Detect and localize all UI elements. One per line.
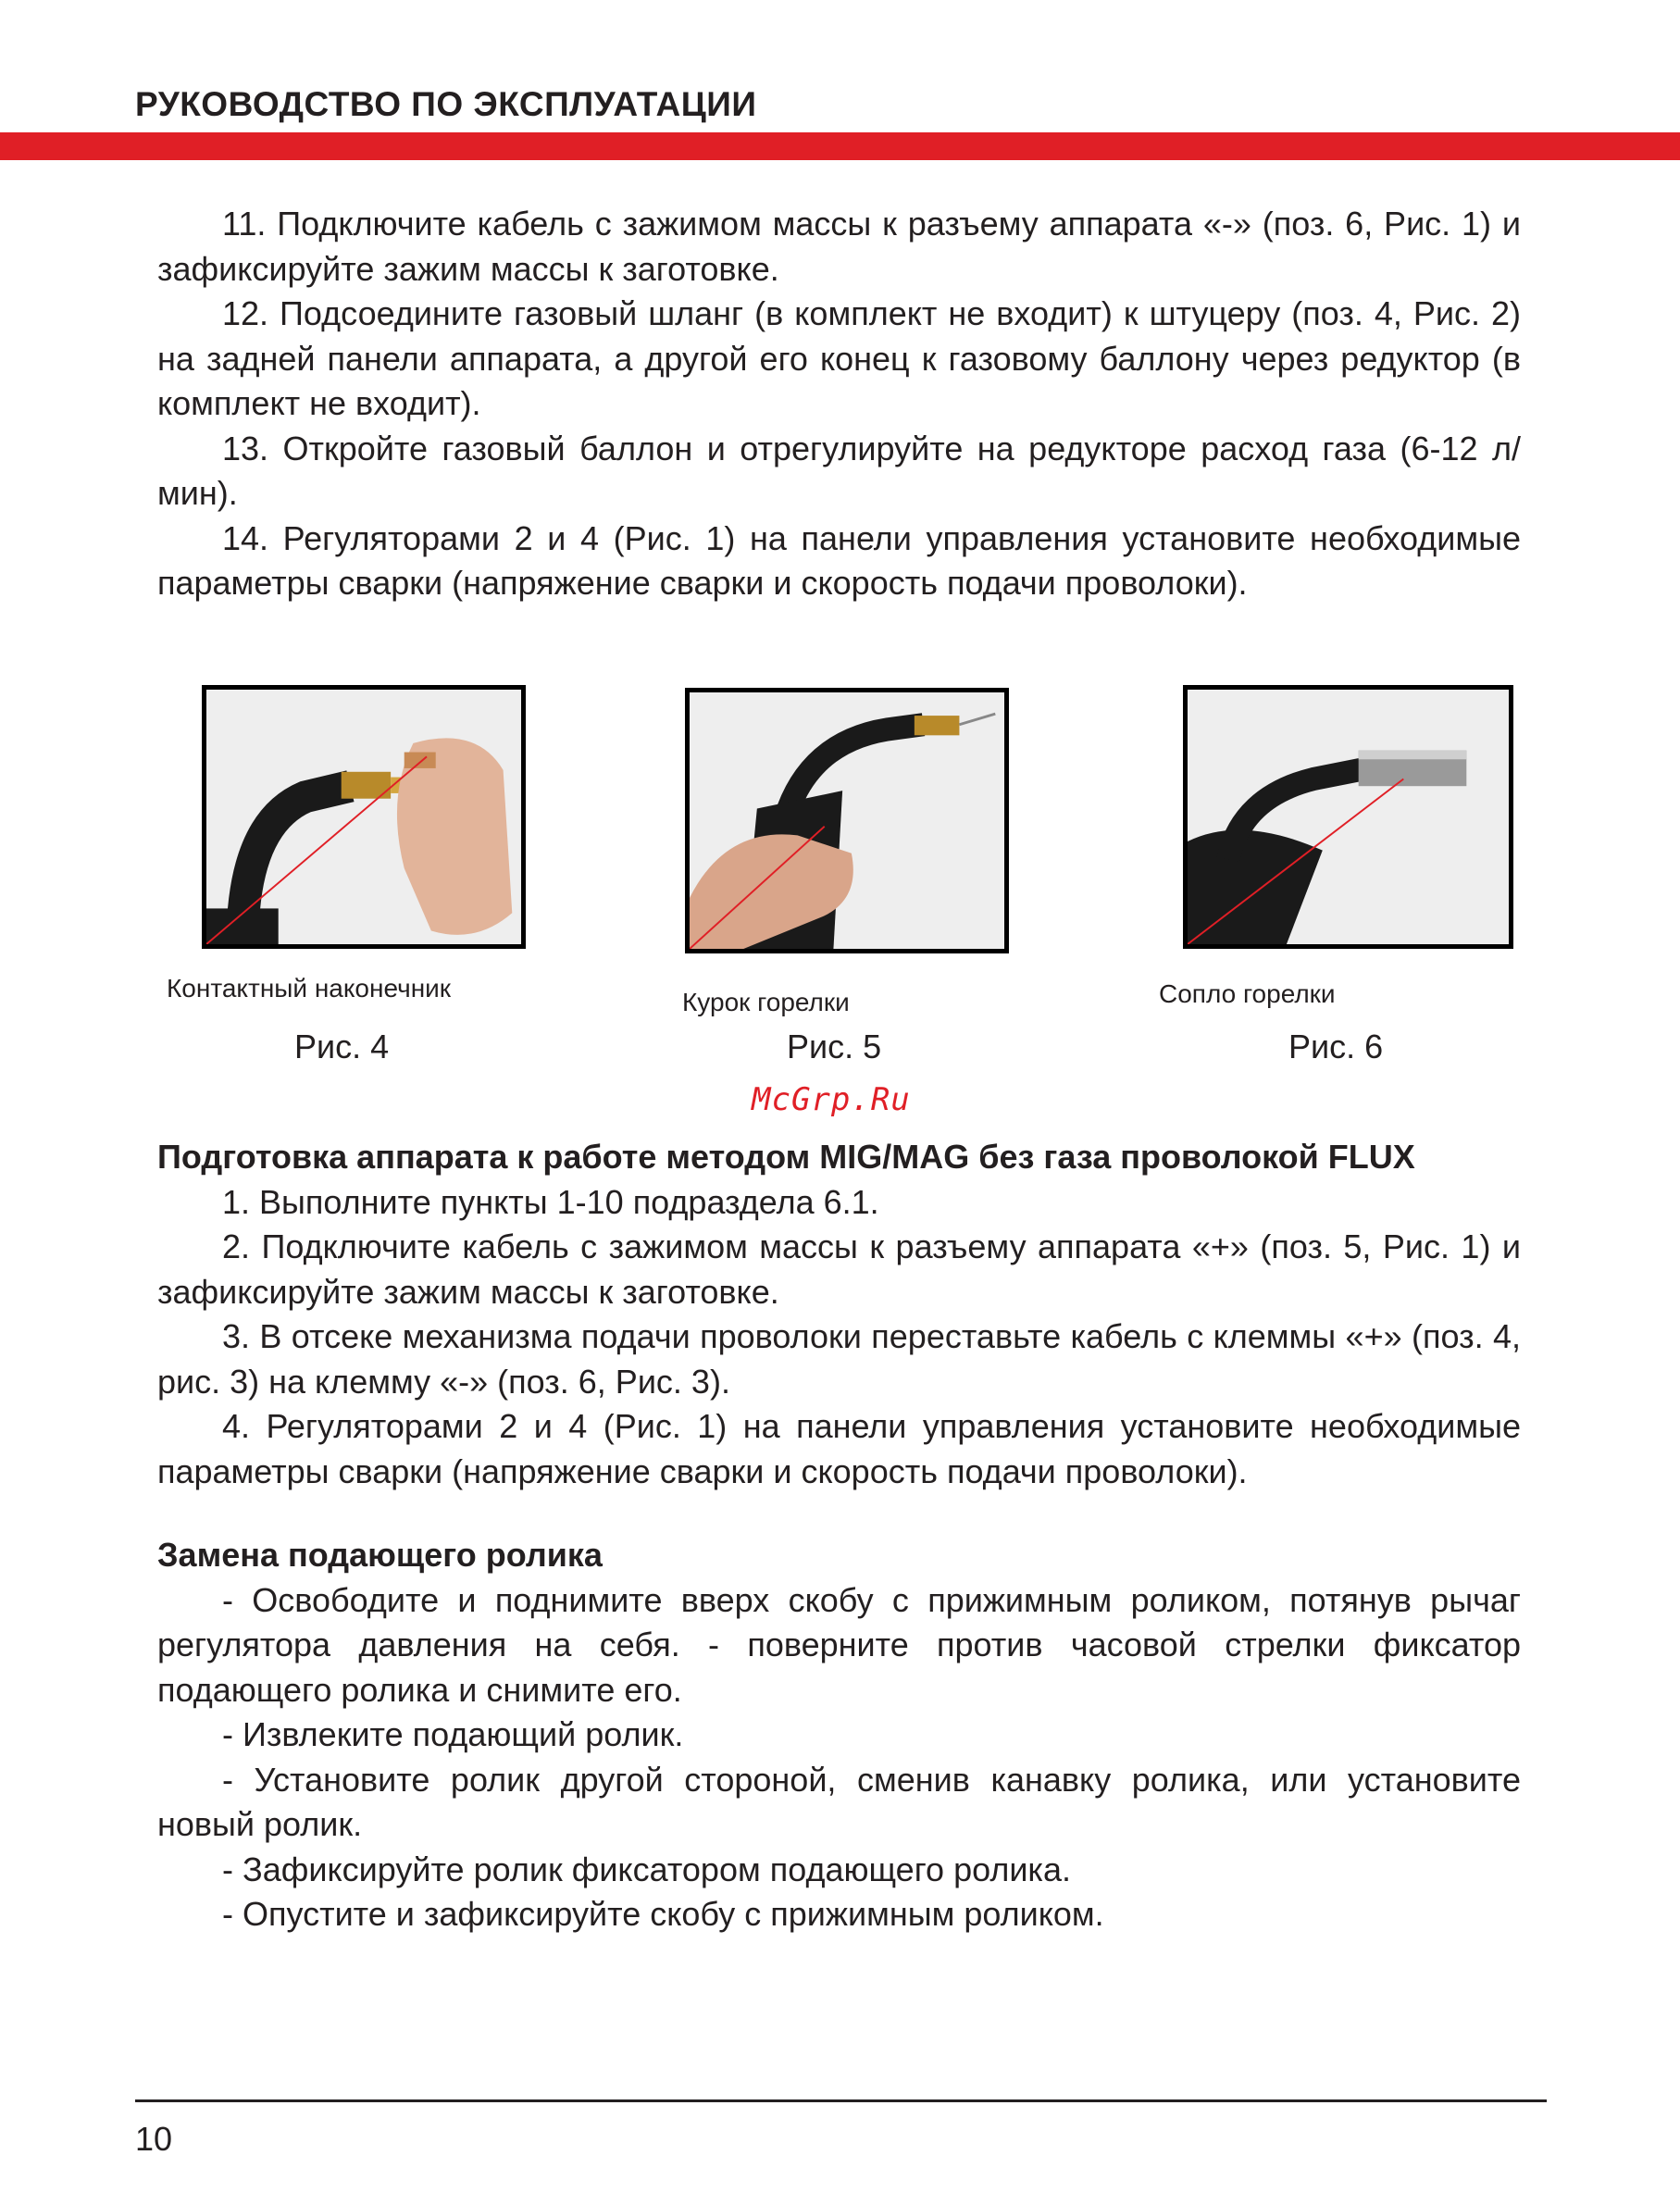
flux-step-4: 4. Регуляторами 2 и 4 (Рис. 1) на панели управления установите необходимые параметры сварки (напряжение сварки и скорость подачи проволоки). <box>157 1407 1521 1490</box>
step-13: 13. Откройте газовый баллон и отрегулируйте на редукторе расход газа (6-12 л/мин). <box>157 429 1521 512</box>
figure-contact-tip-photo <box>202 685 526 949</box>
step-11: 11. Подключите кабель с зажимом массы к разъему аппарата «-» (поз. 6, Рис. 1) и зафиксируйте зажим массы к заготовке. <box>157 205 1521 288</box>
figure-4-caption: Рис. 4 <box>294 1028 390 1065</box>
roller-step-4: - Зафиксируйте ролик фиксатором подающего ролика. <box>222 1850 1071 1888</box>
figure-5-label: Курок горелки <box>682 988 850 1016</box>
roller-heading: Замена подающего ролика <box>157 1536 603 1574</box>
figure-torch-nozzle-photo <box>1183 685 1513 949</box>
footer-divider <box>135 2099 1547 2102</box>
section-gas-steps <box>157 202 1521 606</box>
flux-heading: Подготовка аппарата к работе методом MIG/MAG без газа проволокой FLUX <box>157 1138 1415 1176</box>
flux-step-3: 3. В отсеке механизма подачи проволоки переставьте кабель с клеммы «+» (поз. 4, рис. 3) на клемму «-» (поз. 6, Рис. 3). <box>157 1317 1521 1401</box>
flux-step-2: 2. Подключите кабель с зажимом массы к разъему аппарата «+» (поз. 5, Рис. 1) и зафиксируйте зажим массы к заготовке. <box>157 1227 1521 1311</box>
step-12: 12. Подсоедините газовый шланг (в комплект не входит) к штуцеру (поз. 4, Рис. 2) на задней панели аппарата, а другой его конец к газовому баллону через редуктор (в комплект не входит). <box>157 294 1521 422</box>
figure-6-caption: Рис. 6 <box>1288 1028 1384 1065</box>
roller-step-5: - Опустите и зафиксируйте скобу с прижимным роликом. <box>222 1895 1104 1933</box>
roller-step-1: - Освободите и поднимите вверх скобу с прижимным роликом, потянув рычаг регулятора давления на себя. - поверните против часовой стрелки фиксатор подающего ролика и снимите его. <box>157 1580 1521 1709</box>
header-red-bar <box>0 132 1680 160</box>
page-header-title: РУКОВОДСТВО ПО ЭКСПЛУАТАЦИИ <box>135 85 757 123</box>
section-roller <box>157 1533 1521 1937</box>
roller-step-2: - Извлеките подающий ролик. <box>222 1715 684 1753</box>
figure-5-caption: Рис. 5 <box>787 1028 882 1065</box>
section-flux <box>157 1135 1521 1494</box>
figure-torch-trigger-photo <box>685 688 1009 953</box>
figure-6-label: Сопло горелки <box>1159 979 1336 1008</box>
step-14: 14. Регуляторами 2 и 4 (Рис. 1) на панели управления установите необходимые параметры сварки (напряжение сварки и скорость подачи проволоки). <box>157 518 1521 602</box>
page-number: 10 <box>135 2120 173 2158</box>
flux-step-1: 1. Выполните пункты 1-10 подраздела 6.1. <box>222 1182 879 1221</box>
figure-4-label: Контактный наконечник <box>167 974 452 1003</box>
watermark: McGrp.Ru <box>752 1081 911 1118</box>
roller-step-3: - Установите ролик другой стороной, сменив канавку ролика, или установите новый ролик. <box>157 1760 1521 1843</box>
